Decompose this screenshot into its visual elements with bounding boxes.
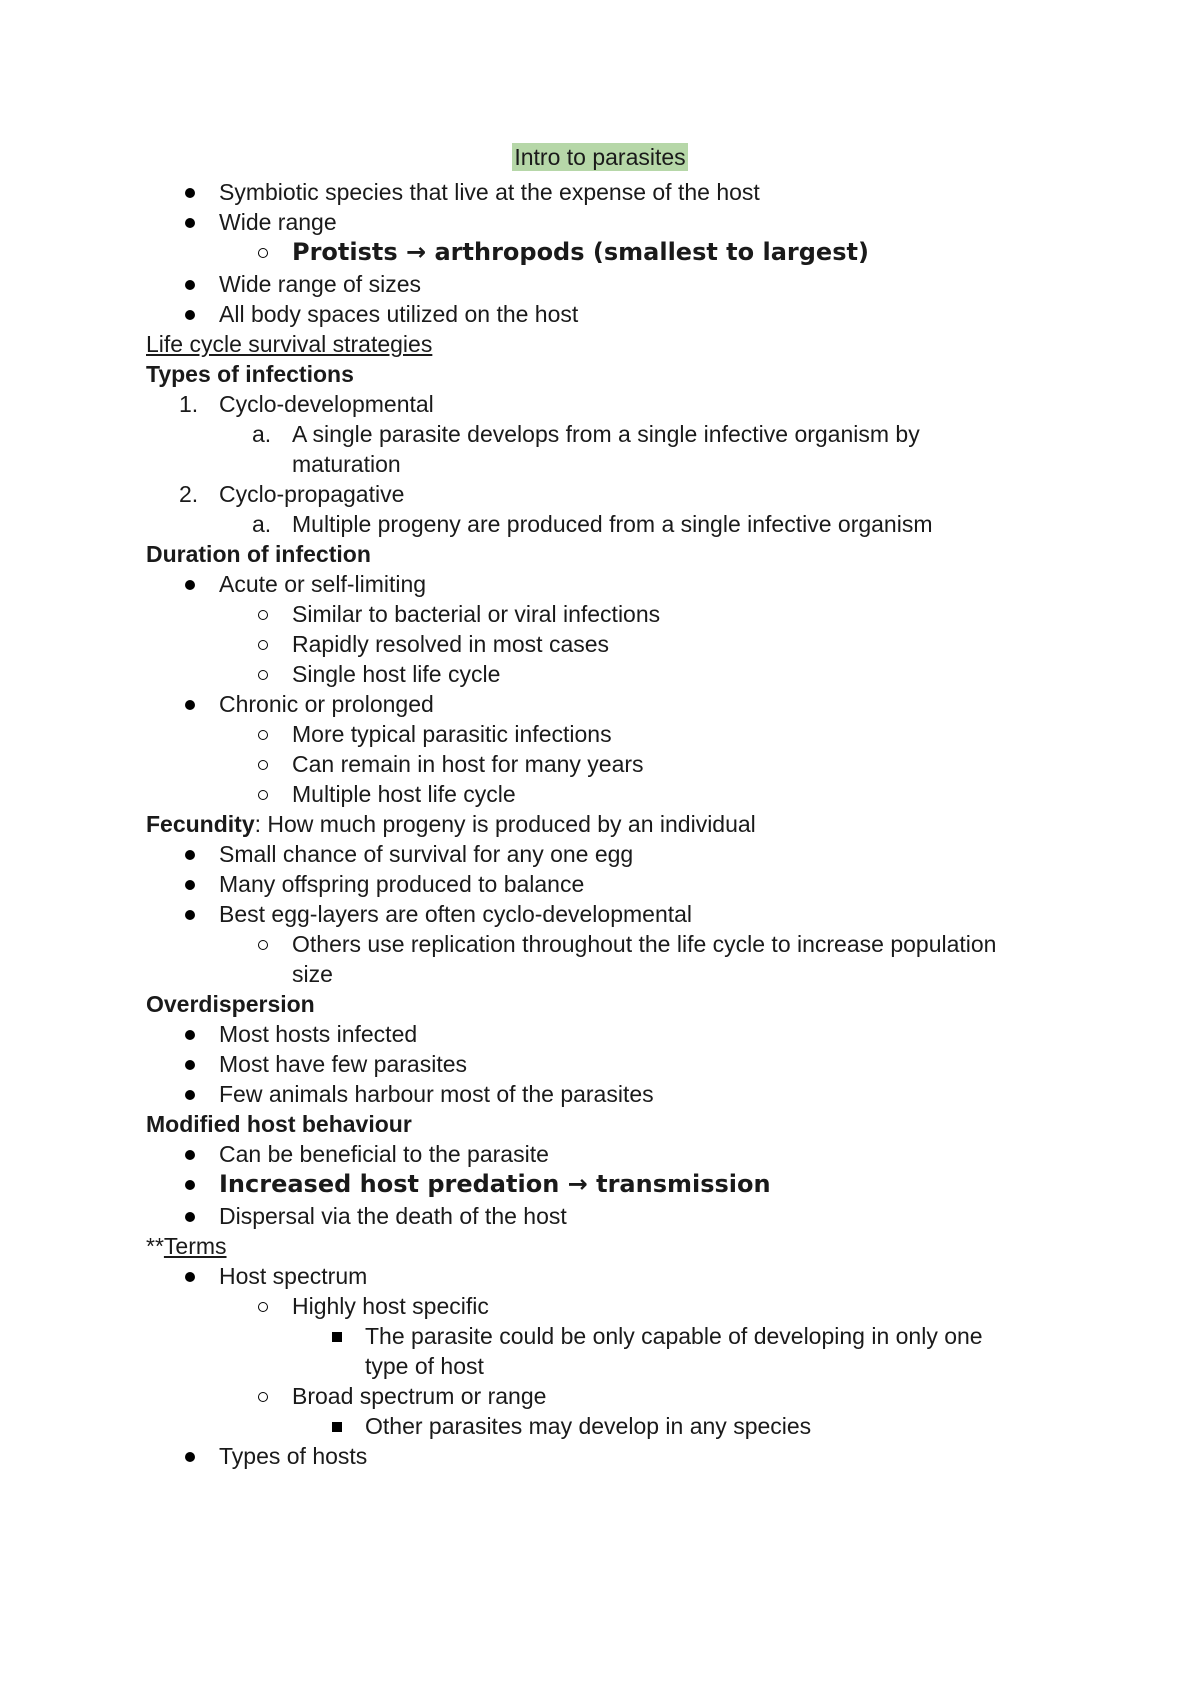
list-item: Similar to bacterial or viral infections — [292, 598, 660, 630]
bullet-icon — [185, 1150, 195, 1160]
bullet-icon — [185, 280, 195, 290]
list-letter: a. — [252, 421, 272, 447]
section-heading-life-cycle: Life cycle survival strategies — [146, 331, 433, 357]
list-item: Small chance of survival for any one egg — [219, 838, 633, 870]
section-heading-duration: Duration of infection — [146, 541, 371, 567]
list-item: Chronic or prolonged — [219, 688, 434, 720]
list-item-continuation: type of host — [365, 1353, 484, 1379]
list-item: More typical parasitic infections — [292, 718, 612, 750]
square-bullet-icon — [332, 1422, 342, 1432]
section-heading-behaviour: Modified host behaviour — [146, 1111, 412, 1137]
list-item: Dispersal via the death of the host — [219, 1200, 567, 1232]
list-item: All body spaces utilized on the host — [219, 298, 578, 330]
list-number: 1. — [179, 391, 199, 417]
list-item: Broad spectrum or range — [292, 1380, 546, 1412]
list-item: a. Multiple progeny are produced from a single infective organism — [292, 508, 933, 540]
hollow-bullet-icon — [258, 940, 268, 950]
bullet-icon — [185, 1452, 195, 1462]
list-item: Symbiotic species that live at the expense of the host — [219, 176, 760, 208]
list-item: Best egg-layers are often cyclo-developmental — [219, 898, 692, 930]
bullet-icon — [185, 700, 195, 710]
bullet-icon — [185, 580, 195, 590]
bullet-icon — [185, 188, 195, 198]
bullet-icon — [185, 1090, 195, 1100]
list-letter: a. — [252, 511, 272, 537]
list-item: Wide range — [219, 206, 337, 238]
bullet-icon — [185, 880, 195, 890]
hollow-bullet-icon — [258, 248, 268, 258]
list-item: Protists → arthropods (smallest to largest) — [292, 236, 869, 268]
list-item: Many offspring produced to balance — [219, 868, 584, 900]
list-item: a. A single parasite develops from a single infective organism by — [292, 418, 920, 450]
hollow-bullet-icon — [258, 670, 268, 680]
list-item-continuation: size — [292, 961, 333, 987]
list-item: Host spectrum — [219, 1260, 367, 1292]
list-item-continuation: maturation — [292, 451, 401, 477]
list-item: Rapidly resolved in most cases — [292, 628, 609, 660]
bullet-icon — [185, 218, 195, 228]
list-item: Multiple host life cycle — [292, 778, 516, 810]
hollow-bullet-icon — [258, 640, 268, 650]
bullet-icon — [185, 310, 195, 320]
list-item: Other parasites may develop in any species — [365, 1410, 811, 1442]
list-item: 2. Cyclo-propagative — [219, 478, 404, 510]
bullet-icon — [185, 850, 195, 860]
hollow-bullet-icon — [258, 760, 268, 770]
list-item: Highly host specific — [292, 1290, 489, 1322]
bullet-icon — [185, 910, 195, 920]
list-item: The parasite could be only capable of developing in only one — [365, 1320, 983, 1352]
hollow-bullet-icon — [258, 790, 268, 800]
list-item: Can remain in host for many years — [292, 748, 644, 780]
hollow-bullet-icon — [258, 730, 268, 740]
bullet-icon — [185, 1212, 195, 1222]
bullet-icon — [185, 1060, 195, 1070]
list-item: Others use replication throughout the life cycle to increase population — [292, 928, 996, 960]
bullet-icon — [185, 1030, 195, 1040]
list-item: Types of hosts — [219, 1440, 367, 1472]
section-heading-overdispersion: Overdispersion — [146, 991, 315, 1017]
section-heading-types: Types of infections — [146, 361, 354, 387]
hollow-bullet-icon — [258, 1392, 268, 1402]
list-item: Increased host predation → transmission — [219, 1168, 771, 1200]
list-item: Acute or self-limiting — [219, 568, 426, 600]
title-highlight: Intro to parasites — [514, 144, 686, 170]
square-bullet-icon — [332, 1332, 342, 1342]
list-item: Wide range of sizes — [219, 268, 421, 300]
bullet-icon — [185, 1180, 195, 1190]
list-number: 2. — [179, 481, 199, 507]
hollow-bullet-icon — [258, 610, 268, 620]
page-title — [0, 144, 1200, 171]
section-heading-terms: **Terms — [146, 1233, 227, 1259]
section-heading-fecundity: Fecundity: How much progeny is produced by an individual — [146, 811, 756, 837]
bullet-icon — [185, 1272, 195, 1282]
list-item: Few animals harbour most of the parasites — [219, 1078, 654, 1110]
hollow-bullet-icon — [258, 1302, 268, 1312]
list-item: Most hosts infected — [219, 1018, 417, 1050]
list-item: Single host life cycle — [292, 658, 500, 690]
list-item: Most have few parasites — [219, 1048, 467, 1080]
list-item: 1. Cyclo-developmental — [219, 388, 434, 420]
list-item: Can be beneficial to the parasite — [219, 1138, 549, 1170]
